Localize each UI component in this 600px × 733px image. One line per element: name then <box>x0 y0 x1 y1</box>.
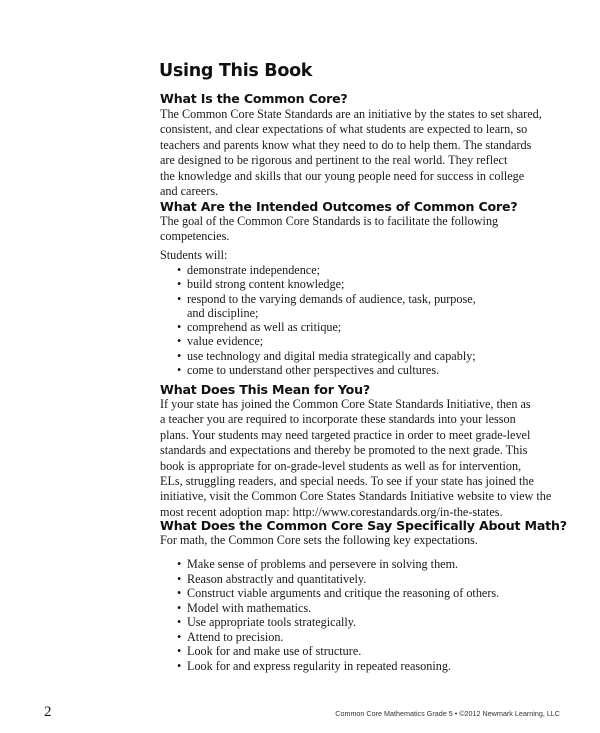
paragraph-line: initiative, visit the Common Core States Standards Initiative website to view the <box>160 489 552 504</box>
paragraph-line: the knowledge and skills that our young people need for success in college <box>160 168 525 183</box>
page-number: 2 <box>44 704 52 720</box>
section-heading-what-it-means: What Does This Mean for You? <box>160 382 370 397</box>
list-item: • Model with mathematics. <box>177 601 499 616</box>
list-item: • come to understand other perspectives and cultures. <box>177 363 476 377</box>
section-heading-math: What Does the Common Core Say Specifically About Math? <box>160 518 567 533</box>
math-expectations-bullet-list <box>177 557 499 673</box>
paragraph-line: The Common Core State Standards are an initiative by the states to set shared, <box>160 107 542 121</box>
paragraph-line: consistent, and clear expectations of what students are expected to learn, so <box>160 122 528 137</box>
intro-line: Students will: <box>160 248 228 262</box>
paragraph-line: a teacher you are required to incorporate these standards into your lesson <box>160 412 516 427</box>
list-item-continuation: and discipline; <box>187 305 259 320</box>
list-item: • Attend to precision. <box>177 630 499 645</box>
students-will-intro <box>160 248 532 263</box>
list-item: • value evidence; <box>177 334 476 348</box>
section-paragraph-what-it-means <box>160 397 552 520</box>
section-heading-common-core: What Is the Common Core? <box>160 91 348 106</box>
list-item: • respond to the varying demands of audience, task, purpose, and discipline; <box>177 292 476 321</box>
list-item: • comprehend as well as critique; <box>177 320 476 334</box>
list-item: • Reason abstractly and quantitatively. <box>177 572 499 587</box>
list-item: • demonstrate independence; <box>177 263 476 277</box>
section-paragraph-intended-outcomes <box>160 214 532 245</box>
paragraph-line: and careers. <box>160 184 219 199</box>
list-item: • Make sense of problems and persevere in solving them. <box>177 557 499 572</box>
paragraph-line: For math, the Common Core sets the following key expectations. <box>160 533 478 547</box>
list-item: • Look for and express regularity in repeated reasoning. <box>177 659 499 674</box>
section-heading-intended-outcomes: What Are the Intended Outcomes of Common Core? <box>160 199 518 214</box>
paragraph-line: ELs, struggling readers, and special needs. To see if your state has joined the <box>160 474 534 489</box>
paragraph-line: teachers and parents know what they need to do to help them. The standards <box>160 137 532 152</box>
list-item: • Construct viable arguments and critique the reasoning of others. <box>177 586 499 601</box>
paragraph-line: standards and expectations and thereby be promoted to the next grade. This <box>160 443 528 458</box>
list-item: • build strong content knowledge; <box>177 277 476 291</box>
list-item: • Use appropriate tools strategically. <box>177 615 499 630</box>
outcomes-bullet-list <box>177 263 476 377</box>
paragraph-line: plans. Your students may need targeted practice in order to meet grade-level <box>160 427 531 442</box>
paragraph-line: most recent adoption map: http://www.corestandards.org/in-the-states. <box>160 504 503 519</box>
page-footer: Common Core Mathematics Grade 5 • ©2012 Newmark Learning, LLC <box>335 709 560 718</box>
section-paragraph-common-core <box>160 107 542 199</box>
paragraph-line: are designed to be rigorous and pertinent to the real world. They reflect <box>160 153 508 168</box>
section-paragraph-math <box>160 533 532 548</box>
paragraph-line: The goal of the Common Core Standards is to facilitate the following <box>160 214 499 228</box>
page-title: Using This Book <box>159 61 313 81</box>
paragraph-line: If your state has joined the Common Core State Standards Initiative, then as <box>160 397 531 411</box>
paragraph-line: competencies. <box>160 229 230 244</box>
paragraph-line: book is appropriate for on-grade-level students as well as for intervention, <box>160 458 522 473</box>
list-item: • Look for and make use of structure. <box>177 644 499 659</box>
list-item: • use technology and digital media strategically and capably; <box>177 349 476 363</box>
